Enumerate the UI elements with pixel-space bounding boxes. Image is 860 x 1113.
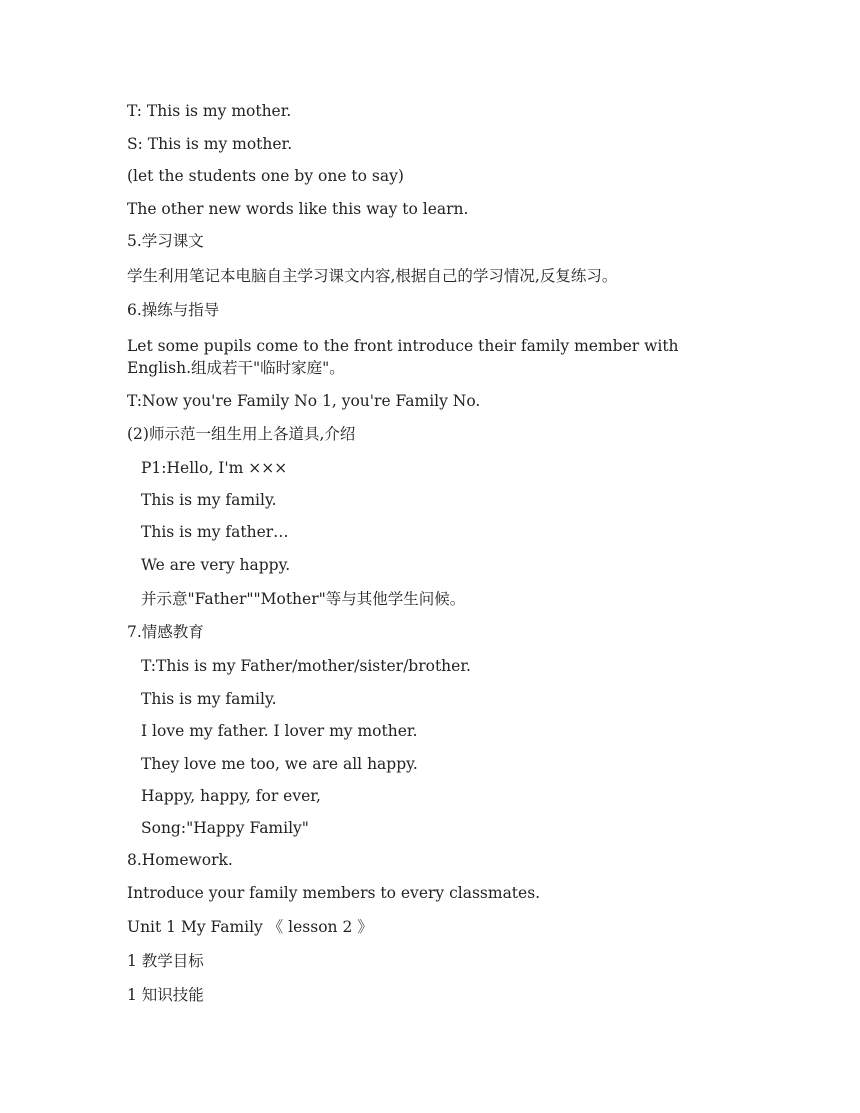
text-line: (let the students one by one to say)	[127, 167, 404, 185]
dialogue-line: Song:"Happy Family"	[141, 819, 309, 837]
section-heading: 1 教学目标	[127, 952, 204, 970]
lesson-title: Unit 1 My Family 《 lesson 2 》	[127, 918, 373, 936]
section-heading: 5.学习课文	[127, 232, 204, 250]
dialogue-line: We are very happy.	[141, 556, 291, 574]
section-heading: 1 知识技能	[127, 986, 204, 1004]
dialogue-line: 并示意"Father""Mother"等与其他学生问候。	[141, 590, 466, 608]
dialogue-line: This is my family.	[141, 690, 277, 708]
text-paragraph: Let some pupils come to the front introduce their family member with English.组成若干"临时家庭"。	[127, 337, 679, 377]
dialogue-line: This is my father…	[141, 523, 289, 541]
text-line: (2)师示范一组生用上各道具,介绍	[127, 425, 356, 443]
dialogue-line: P1:Hello, I'm ×××	[141, 459, 288, 477]
dialogue-line: T:This is my Father/mother/sister/brother.	[141, 657, 471, 675]
text-line: Introduce your family members to every classmates.	[127, 884, 541, 902]
dialogue-line: Happy, happy, for ever,	[141, 787, 321, 805]
section-heading: 6.操练与指导	[127, 301, 220, 319]
text-line: 学生利用笔记本电脑自主学习课文内容,根据自己的学习情况,反复练习。	[127, 267, 618, 285]
text-line: T:Now you're Family No 1, you're Family No.	[127, 392, 481, 410]
section-heading: 7.情感教育	[127, 623, 204, 641]
text-line: T: This is my mother.	[127, 102, 292, 120]
text-line: The other new words like this way to learn.	[127, 200, 469, 218]
text-line: S: This is my mother.	[127, 135, 293, 153]
dialogue-line: This is my family.	[141, 491, 277, 509]
dialogue-line: They love me too, we are all happy.	[141, 755, 418, 773]
section-heading: 8.Homework.	[127, 851, 233, 869]
dialogue-line: I love my father. I lover my mother.	[141, 722, 418, 740]
